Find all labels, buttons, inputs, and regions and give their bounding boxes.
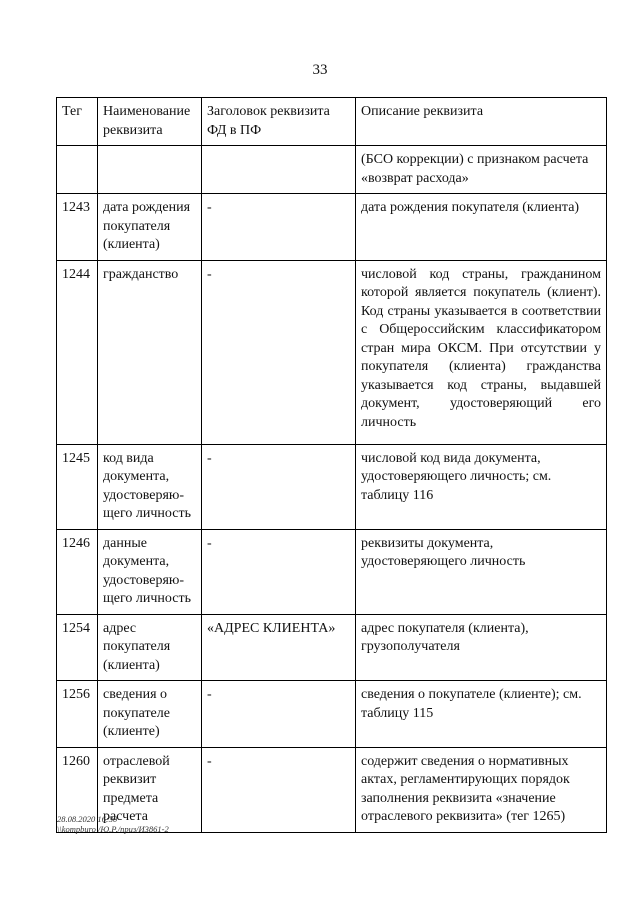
cell-header: - [202,444,356,529]
cell-header: - [202,747,356,832]
cell-description: адрес покупателя (клиента), грузополучателя [356,614,607,681]
cell-header: - [202,529,356,614]
table-row [57,614,607,681]
cell-tag [57,146,98,194]
cell-name: отраслевой реквизит предмета расчета [98,747,202,832]
cell-tag: 1256 [57,681,98,748]
cell-description: дата рождения покупателя (клиента) [356,194,607,261]
cell-header: «АДРЕС КЛИЕНТА» [202,614,356,681]
table-row [57,444,607,529]
cell-header: - [202,681,356,748]
cell-header [202,146,356,194]
table-row [57,529,607,614]
table-row [57,194,607,261]
footer-file-path: \\kompburo /Ю.Р./приз/И3861-2 [57,824,169,834]
cell-description: сведения о покупателе (клиенте); см. таблицу 115 [356,681,607,748]
cell-name: сведения о покупателе (клиенте) [98,681,202,748]
cell-description: числовой код вида документа, удостоверяющего личность; см. таблицу 116 [356,444,607,529]
cell-tag: 1243 [57,194,98,261]
cell-name: код вида документа, удостоверяю-щего личность [98,444,202,529]
cell-name: гражданство [98,260,202,444]
table-row [57,260,607,444]
footer-timestamp: 28.08.2020 16:30 [57,814,118,824]
column-header-description: Описание реквизита [356,98,607,146]
cell-header: - [202,194,356,261]
column-header-name: Наименование реквизита [98,98,202,146]
cell-tag: 1246 [57,529,98,614]
table-row [57,146,607,194]
column-header-tag: Тег [57,98,98,146]
cell-tag: 1254 [57,614,98,681]
document-footer [57,814,169,834]
cell-tag: 1244 [57,260,98,444]
cell-name [98,146,202,194]
table-row [57,681,607,748]
cell-tag: 1245 [57,444,98,529]
cell-description: (БСО коррекции) с признаком расчета «возврат расхода» [356,146,607,194]
table-header-row [57,98,607,146]
requisites-table [56,97,607,833]
cell-name: данные документа, удостоверяю-щего личность [98,529,202,614]
cell-header: - [202,260,356,444]
cell-name: адрес покупателя (клиента) [98,614,202,681]
cell-description: содержит сведения о нормативных актах, регламентирующих порядок заполнения реквизита «значение отраслевого реквизита» (тег 1265) [356,747,607,832]
page-number: 33 [312,62,328,78]
cell-name: дата рождения покупателя (клиента) [98,194,202,261]
cell-tag: 1260 [57,747,98,832]
cell-description: реквизиты документа, удостоверяющего личность [356,529,607,614]
cell-description: числовой код страны, гражданином которой является покупатель (клиент). Код страны указывается в соответствии с Общероссийским классификатором стран мира ОКСМ. При отсутствии у покупателя (клиента) гражданства указывается код страны, выдавшей документ, удостоверяющий его личность [356,260,607,444]
column-header-fd-header: Заголовок реквизита ФД в ПФ [202,98,356,146]
